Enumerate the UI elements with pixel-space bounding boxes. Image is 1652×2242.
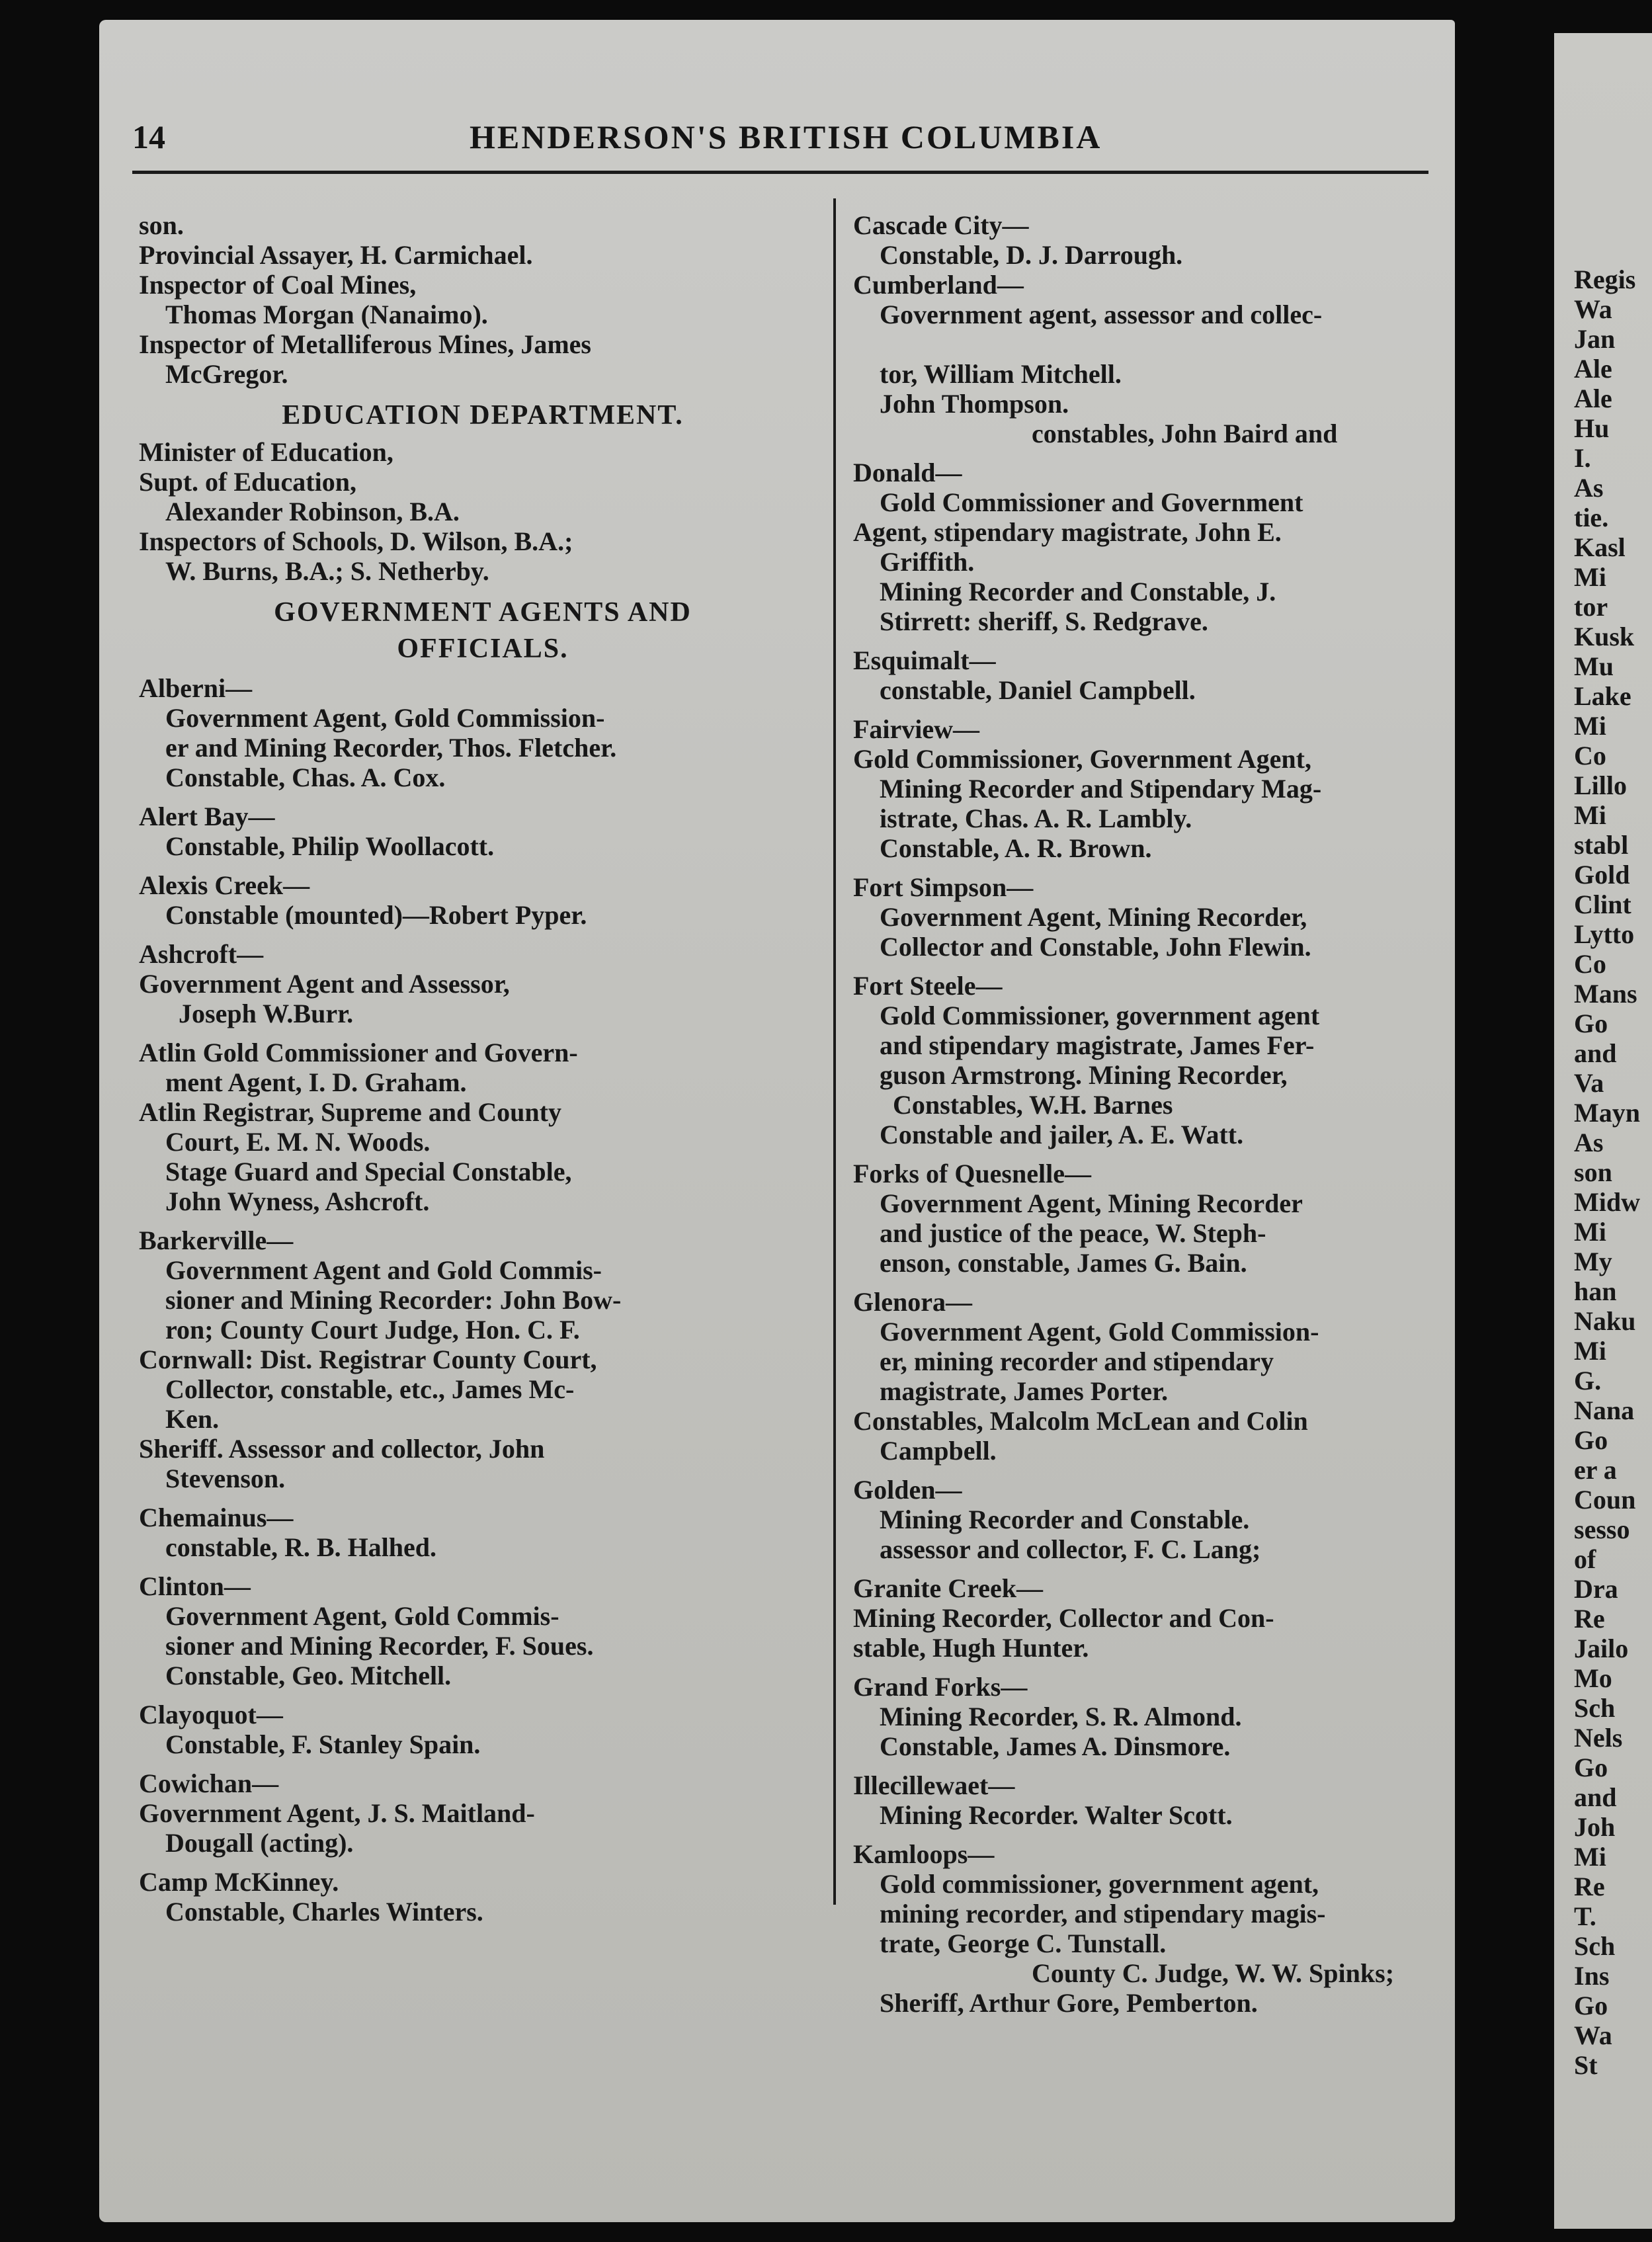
place-heading: Grand Forks—: [853, 1672, 1028, 1702]
page-number: 14: [132, 118, 165, 155]
entry-line: Sheriff, Arthur Gore, Pemberton.: [880, 1988, 1258, 2018]
entry-line: Griffith.: [880, 547, 975, 577]
entry-line: Constable, Chas. A. Cox.: [165, 763, 446, 792]
entry-line: Government Agent, Mining Recorder,: [880, 902, 1307, 932]
adjacent-fragment: Ale: [1574, 354, 1612, 384]
place-heading: Ashcroft—: [139, 939, 264, 969]
place-heading: Donald—: [853, 458, 962, 487]
entry-line: Mining Recorder and Constable.: [880, 1505, 1250, 1534]
entry-line: er, mining recorder and stipendary: [880, 1347, 1274, 1376]
entry-line: trate, George C. Tunstall.: [880, 1929, 1167, 1958]
entry-line: John Thompson.: [880, 389, 1069, 419]
entry-line: Atlin Registrar, Supreme and County: [139, 1097, 561, 1127]
adjacent-fragment: Go: [1574, 1991, 1608, 2020]
place-heading: Glenora—: [853, 1287, 972, 1317]
place-heading: Cowichan—: [139, 1768, 279, 1798]
right-column: [853, 210, 1448, 2018]
adjacent-fragment: son: [1574, 1157, 1612, 1187]
entry-line: Stage Guard and Special Constable,: [165, 1157, 572, 1186]
adjacent-fragment: Kusk: [1574, 622, 1635, 651]
adjacent-fragment: G.: [1574, 1366, 1602, 1395]
adjacent-fragment: Lillo: [1574, 770, 1628, 800]
entry-line: Agent, stipendary magistrate, John E.: [853, 517, 1282, 547]
entry-line: Alexander Robinson, B.A.: [165, 497, 460, 526]
entry-line: Minister of Education,: [139, 437, 393, 467]
place-heading: Fort Simpson—: [853, 872, 1034, 902]
place-heading: Chemainus—: [139, 1503, 294, 1532]
entry-line: Inspector of Metalliferous Mines, James: [139, 329, 591, 359]
adjacent-fragment: Re: [1574, 1604, 1605, 1634]
entry-line: and justice of the peace, W. Steph-: [880, 1218, 1266, 1248]
entry-line: Campbell.: [880, 1436, 997, 1466]
entry-line: Cascade City—: [853, 210, 1029, 240]
entry-line: assessor and collector, F. C. Lang;: [880, 1534, 1261, 1564]
place-heading: Esquimalt—: [853, 645, 996, 675]
adjacent-fragment: and: [1574, 1782, 1617, 1812]
adjacent-fragment: Clint: [1574, 890, 1631, 919]
adjacent-fragment: Mi: [1574, 1842, 1606, 1872]
adjacent-fragment: Mi: [1574, 800, 1606, 830]
entry-line: County C. Judge, W. W. Spinks;: [1032, 1958, 1395, 1988]
adjacent-fragment: Ale: [1574, 384, 1612, 413]
adjacent-fragment: Re: [1574, 1872, 1605, 1901]
adjacent-fragment: Go: [1574, 1425, 1608, 1455]
adjacent-fragment: Go: [1574, 1009, 1608, 1038]
adjacent-fragment: Co: [1574, 949, 1606, 979]
entry-line: Government agent, assessor and collec-: [880, 300, 1323, 329]
left-column: [139, 210, 827, 1927]
place-heading: Granite Creek—: [853, 1573, 1043, 1603]
entry-line: Constable, Geo. Mitchell.: [165, 1661, 452, 1690]
adjacent-fragment: tor: [1574, 592, 1608, 622]
entry-line: Mining Recorder, S. R. Almond.: [880, 1702, 1242, 1731]
adjacent-fragment: stabl: [1574, 830, 1629, 860]
entry-line: Government Agent, Gold Commission-: [165, 703, 605, 733]
adjacent-fragment: Coun: [1574, 1485, 1636, 1515]
entry-line: mining recorder, and stipendary magis-: [880, 1899, 1326, 1929]
entry-line: tor, William Mitchell.: [880, 359, 1122, 389]
entry-line: enson, constable, James G. Bain.: [880, 1248, 1247, 1278]
entry-line: Dougall (acting).: [165, 1828, 354, 1858]
adjacent-fragment: tie.: [1574, 503, 1609, 532]
place-heading: Barkerville—: [139, 1225, 294, 1255]
adjacent-fragment: Lytto: [1574, 919, 1635, 949]
entry-line: Mining Recorder and Constable, J.: [880, 577, 1276, 606]
entry-line: Constable, D. J. Darrough.: [880, 240, 1183, 270]
entry-line: Constables, W.H. Barnes: [893, 1090, 1173, 1120]
entry-line: Gold Commissioner, Government Agent,: [853, 744, 1311, 774]
entry-line: constables, John Baird and: [1032, 419, 1338, 448]
entry-line: W. Burns, B.A.; S. Netherby.: [165, 556, 489, 586]
entry-line: Supt. of Education,: [139, 467, 356, 497]
entry-line: Stirrett: sheriff, S. Redgrave.: [880, 606, 1208, 636]
adjacent-fragment: Dra: [1574, 1574, 1618, 1604]
adjacent-fragment: Wa: [1574, 294, 1612, 324]
adjacent-fragment: Naku: [1574, 1306, 1636, 1336]
entry-line: [853, 329, 1448, 359]
entry-line: Constable, F. Stanley Spain.: [165, 1729, 481, 1759]
adjacent-fragment: My: [1574, 1247, 1612, 1276]
entry-line: sioner and Mining Recorder, F. Soues.: [165, 1631, 594, 1661]
entry-line: constable, Daniel Campbell.: [880, 675, 1196, 705]
entry-line: McGregor.: [165, 359, 288, 389]
section-heading: GOVERNMENT AGENTS AND: [274, 597, 692, 628]
place-heading: Kamloops—: [853, 1839, 995, 1869]
place-heading: Alert Bay—: [139, 802, 275, 831]
entry-line: Government Agent, J. S. Maitland-: [139, 1798, 535, 1828]
entry-line: Inspector of Coal Mines,: [139, 270, 417, 300]
adjacent-fragment: Mayn: [1574, 1098, 1640, 1128]
adjacent-fragment: Gold: [1574, 860, 1630, 890]
column-divider: [833, 198, 836, 1905]
adjacent-fragment: Mo: [1574, 1663, 1612, 1693]
entry-line: Gold Commissioner, government agent: [880, 1001, 1320, 1030]
place-heading: Camp McKinney.: [139, 1867, 339, 1897]
entry-line: guson Armstrong. Mining Recorder,: [880, 1060, 1288, 1090]
adjacent-fragment: Mu: [1574, 651, 1614, 681]
adjacent-fragment: of: [1574, 1544, 1596, 1574]
place-heading: Fairview—: [853, 714, 980, 744]
adjacent-fragment: St: [1574, 2050, 1598, 2080]
adjacent-fragment: Nana: [1574, 1395, 1635, 1425]
adjacent-fragment: Midw: [1574, 1187, 1640, 1217]
adjacent-fragment: Sch: [1574, 1693, 1616, 1723]
entry-line: Constable, Charles Winters.: [165, 1897, 483, 1927]
entry-line: Court, E. M. N. Woods.: [165, 1127, 431, 1157]
entry-line: Constable and jailer, A. E. Watt.: [880, 1120, 1244, 1149]
entry-line: Government Agent, Gold Commission-: [880, 1317, 1319, 1347]
adjacent-fragment: Kasl: [1574, 532, 1626, 562]
entry-line: Ken.: [165, 1404, 220, 1434]
entry-line: Constable, A. R. Brown.: [880, 833, 1152, 863]
adjacent-fragment: er a: [1574, 1455, 1617, 1485]
entry-line: Government Agent and Assessor,: [139, 969, 510, 999]
adjacent-fragment: Ins: [1574, 1961, 1610, 1991]
adjacent-fragment: Mi: [1574, 1336, 1606, 1366]
page-header: [132, 106, 1323, 159]
adjacent-fragment: T.: [1574, 1901, 1596, 1931]
entry-line: magistrate, James Porter.: [880, 1376, 1169, 1406]
entry-line: Joseph W.Burr.: [179, 999, 354, 1028]
entry-line: Provincial Assayer, H. Carmichael.: [139, 240, 533, 270]
adjacent-fragment: Mans: [1574, 979, 1637, 1009]
section-heading: OFFICIALS.: [397, 634, 569, 664]
adjacent-fragment: Wa: [1574, 2020, 1612, 2050]
adjacent-fragment: and: [1574, 1038, 1617, 1068]
entry-line: Cornwall: Dist. Registrar County Court,: [139, 1345, 597, 1374]
place-heading: Clayoquot—: [139, 1700, 283, 1729]
entry-line: Collector and Constable, John Flewin.: [880, 932, 1311, 962]
entry-line: ment Agent, I. D. Graham.: [165, 1067, 467, 1097]
adjacent-fragment: Co: [1574, 741, 1606, 770]
adjacent-fragment: As: [1574, 473, 1604, 503]
entry-line: Sheriff. Assessor and collector, John: [139, 1434, 545, 1464]
entry-line: Collector, constable, etc., James Mc-: [165, 1374, 575, 1404]
adjacent-fragment: sesso: [1574, 1515, 1630, 1544]
place-heading: Illecillewaet—: [853, 1770, 1015, 1800]
adjacent-fragment: Hu: [1574, 413, 1610, 443]
place-heading: Fort Steele—: [853, 971, 1003, 1001]
entry-line: Gold commissioner, government agent,: [880, 1869, 1319, 1899]
entry-line: Mining Recorder. Walter Scott.: [880, 1800, 1233, 1830]
entry-line: constable, R. B. Halhed.: [165, 1532, 437, 1562]
adjacent-fragment: Mi: [1574, 1217, 1606, 1247]
adjacent-fragment: Joh: [1574, 1812, 1616, 1842]
entry-line: sioner and Mining Recorder: John Bow-: [165, 1285, 622, 1315]
adjacent-fragment: As: [1574, 1128, 1604, 1157]
entry-line: Stevenson.: [165, 1464, 286, 1493]
entry-line: Mining Recorder and Stipendary Mag-: [880, 774, 1322, 804]
adjacent-fragment: Regis: [1574, 265, 1636, 294]
place-heading: Alexis Creek—: [139, 870, 310, 900]
entry-line: Government Agent, Gold Commis-: [165, 1601, 559, 1631]
adjacent-fragment: Jan: [1574, 324, 1616, 354]
adjacent-fragment: Nels: [1574, 1723, 1623, 1753]
entry-line: Constable, Philip Woollacott.: [165, 831, 495, 861]
header-rule: [132, 171, 1428, 174]
running-title: HENDERSON'S BRITISH COLUMBIA: [470, 118, 1102, 155]
adjacent-fragment: han: [1574, 1276, 1617, 1306]
adjacent-fragment: Jailo: [1574, 1634, 1629, 1663]
adjacent-fragment: I.: [1574, 443, 1591, 473]
entry-line: Constable (mounted)—Robert Pyper.: [165, 900, 587, 930]
entry-line: Thomas Morgan (Nanaimo).: [165, 300, 488, 329]
entry-line: stable, Hugh Hunter.: [853, 1633, 1089, 1663]
entry-line: Inspectors of Schools, D. Wilson, B.A.;: [139, 526, 573, 556]
adjacent-page-edge: [1554, 33, 1652, 2229]
entry-line: er and Mining Recorder, Thos. Fletcher.: [165, 733, 617, 763]
adjacent-fragment: Go: [1574, 1753, 1608, 1782]
place-heading: Atlin Gold Commissioner and Govern-: [139, 1038, 578, 1067]
entry-line: Mining Recorder, Collector and Con-: [853, 1603, 1274, 1633]
section-heading: EDUCATION DEPARTMENT.: [282, 400, 684, 431]
entry-line: ron; County Court Judge, Hon. C. F.: [165, 1315, 580, 1345]
entry-line: Constable, James A. Dinsmore.: [880, 1731, 1231, 1761]
entry-line: Gold Commissioner and Government: [880, 487, 1303, 517]
entry-line: Government Agent and Gold Commis-: [165, 1255, 602, 1285]
entry-line: John Wyness, Ashcroft.: [165, 1186, 430, 1216]
entry-line: and stipendary magistrate, James Fer-: [880, 1030, 1315, 1060]
adjacent-fragment: Mi: [1574, 562, 1606, 592]
adjacent-fragment: Mi: [1574, 711, 1606, 741]
entry-line: son.: [139, 210, 184, 240]
entry-line: Cumberland—: [853, 270, 1024, 300]
place-heading: Alberni—: [139, 673, 253, 703]
adjacent-fragment: Lake: [1574, 681, 1631, 711]
entry-line: Constables, Malcolm McLean and Colin: [853, 1406, 1308, 1436]
place-heading: Golden—: [853, 1475, 962, 1505]
entry-line: Government Agent, Mining Recorder: [880, 1188, 1303, 1218]
adjacent-page-fragments: [1574, 265, 1652, 2080]
place-heading: Clinton—: [139, 1571, 251, 1601]
entry-line: istrate, Chas. A. R. Lambly.: [880, 804, 1192, 833]
place-heading: Forks of Quesnelle—: [853, 1159, 1091, 1188]
adjacent-fragment: Va: [1574, 1068, 1604, 1098]
adjacent-fragment: Sch: [1574, 1931, 1616, 1961]
